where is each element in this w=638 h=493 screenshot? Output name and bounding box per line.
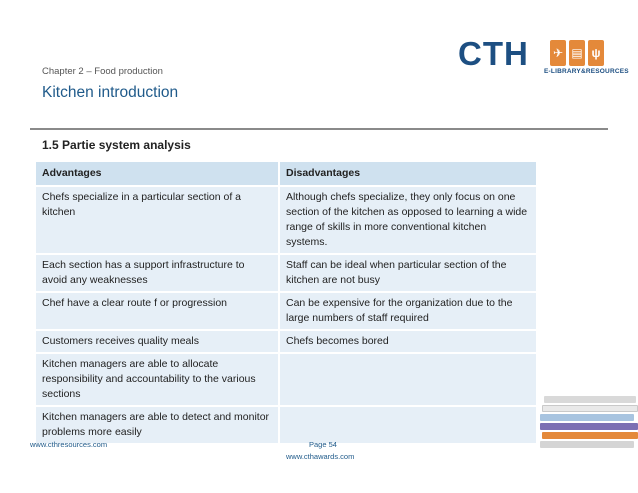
disadvantage-cell [279, 353, 536, 406]
advantage-cell: Kitchen managers are able to allocate responsibility and accountability to the various sections [36, 353, 279, 406]
table-header-row [36, 162, 536, 186]
disadvantage-cell: Chefs becomes bored [279, 330, 536, 353]
table-row [36, 330, 536, 353]
table-row [36, 353, 536, 406]
advantage-cell: Customers receives quality meals [36, 330, 279, 353]
advantage-cell: Kitchen managers are able to detect and monitor problems more easily [36, 406, 279, 444]
advantage-cell: Chef have a clear route f or progression [36, 292, 279, 330]
disadvantage-cell: Staff can be ideal when particular section of the kitchen are not busy [279, 254, 536, 292]
chapter-label: Chapter 2 – Food production [42, 66, 163, 77]
section-heading: 1.5 Partie system analysis [42, 138, 191, 152]
logo-subtitle: E-LIBRARY&RESOURCES [544, 68, 629, 75]
page-title: Kitchen introduction [42, 84, 179, 101]
table-row [36, 186, 536, 254]
table-row [36, 292, 536, 330]
analysis-table [36, 162, 536, 445]
table-row [36, 406, 536, 444]
page-number: Page 54 [309, 440, 337, 449]
footer-website-left[interactable]: www.cthresources.com [30, 440, 108, 449]
disadvantages-header: Disadvantages [279, 162, 536, 186]
disadvantage-cell: Can be expensive for the organization due to the large numbers of staff required [279, 292, 536, 330]
advantage-cell: Each section has a support infrastructure to avoid any weaknesses [36, 254, 279, 292]
table-row [36, 254, 536, 292]
header-divider [30, 128, 608, 130]
footer-website-center[interactable]: www.cthawards.com [286, 452, 355, 461]
advantage-cell: Chefs specialize in a particular section of a kitchen [36, 186, 279, 254]
cth-logo [458, 35, 629, 76]
disadvantage-cell [279, 406, 536, 444]
plane-icon: ✈ [550, 40, 566, 66]
advantages-header: Advantages [36, 162, 279, 186]
book-stack-image [540, 392, 638, 450]
disadvantage-cell: Although chefs specialize, they only focus on one section of the kitchen as opposed to learning a wide range of skills in more conventional kitchen systems. [279, 186, 536, 254]
hotel-icon: ▤ [569, 40, 585, 66]
cutlery-icon: ψ [588, 40, 604, 66]
logo-text: CTH [458, 35, 529, 72]
